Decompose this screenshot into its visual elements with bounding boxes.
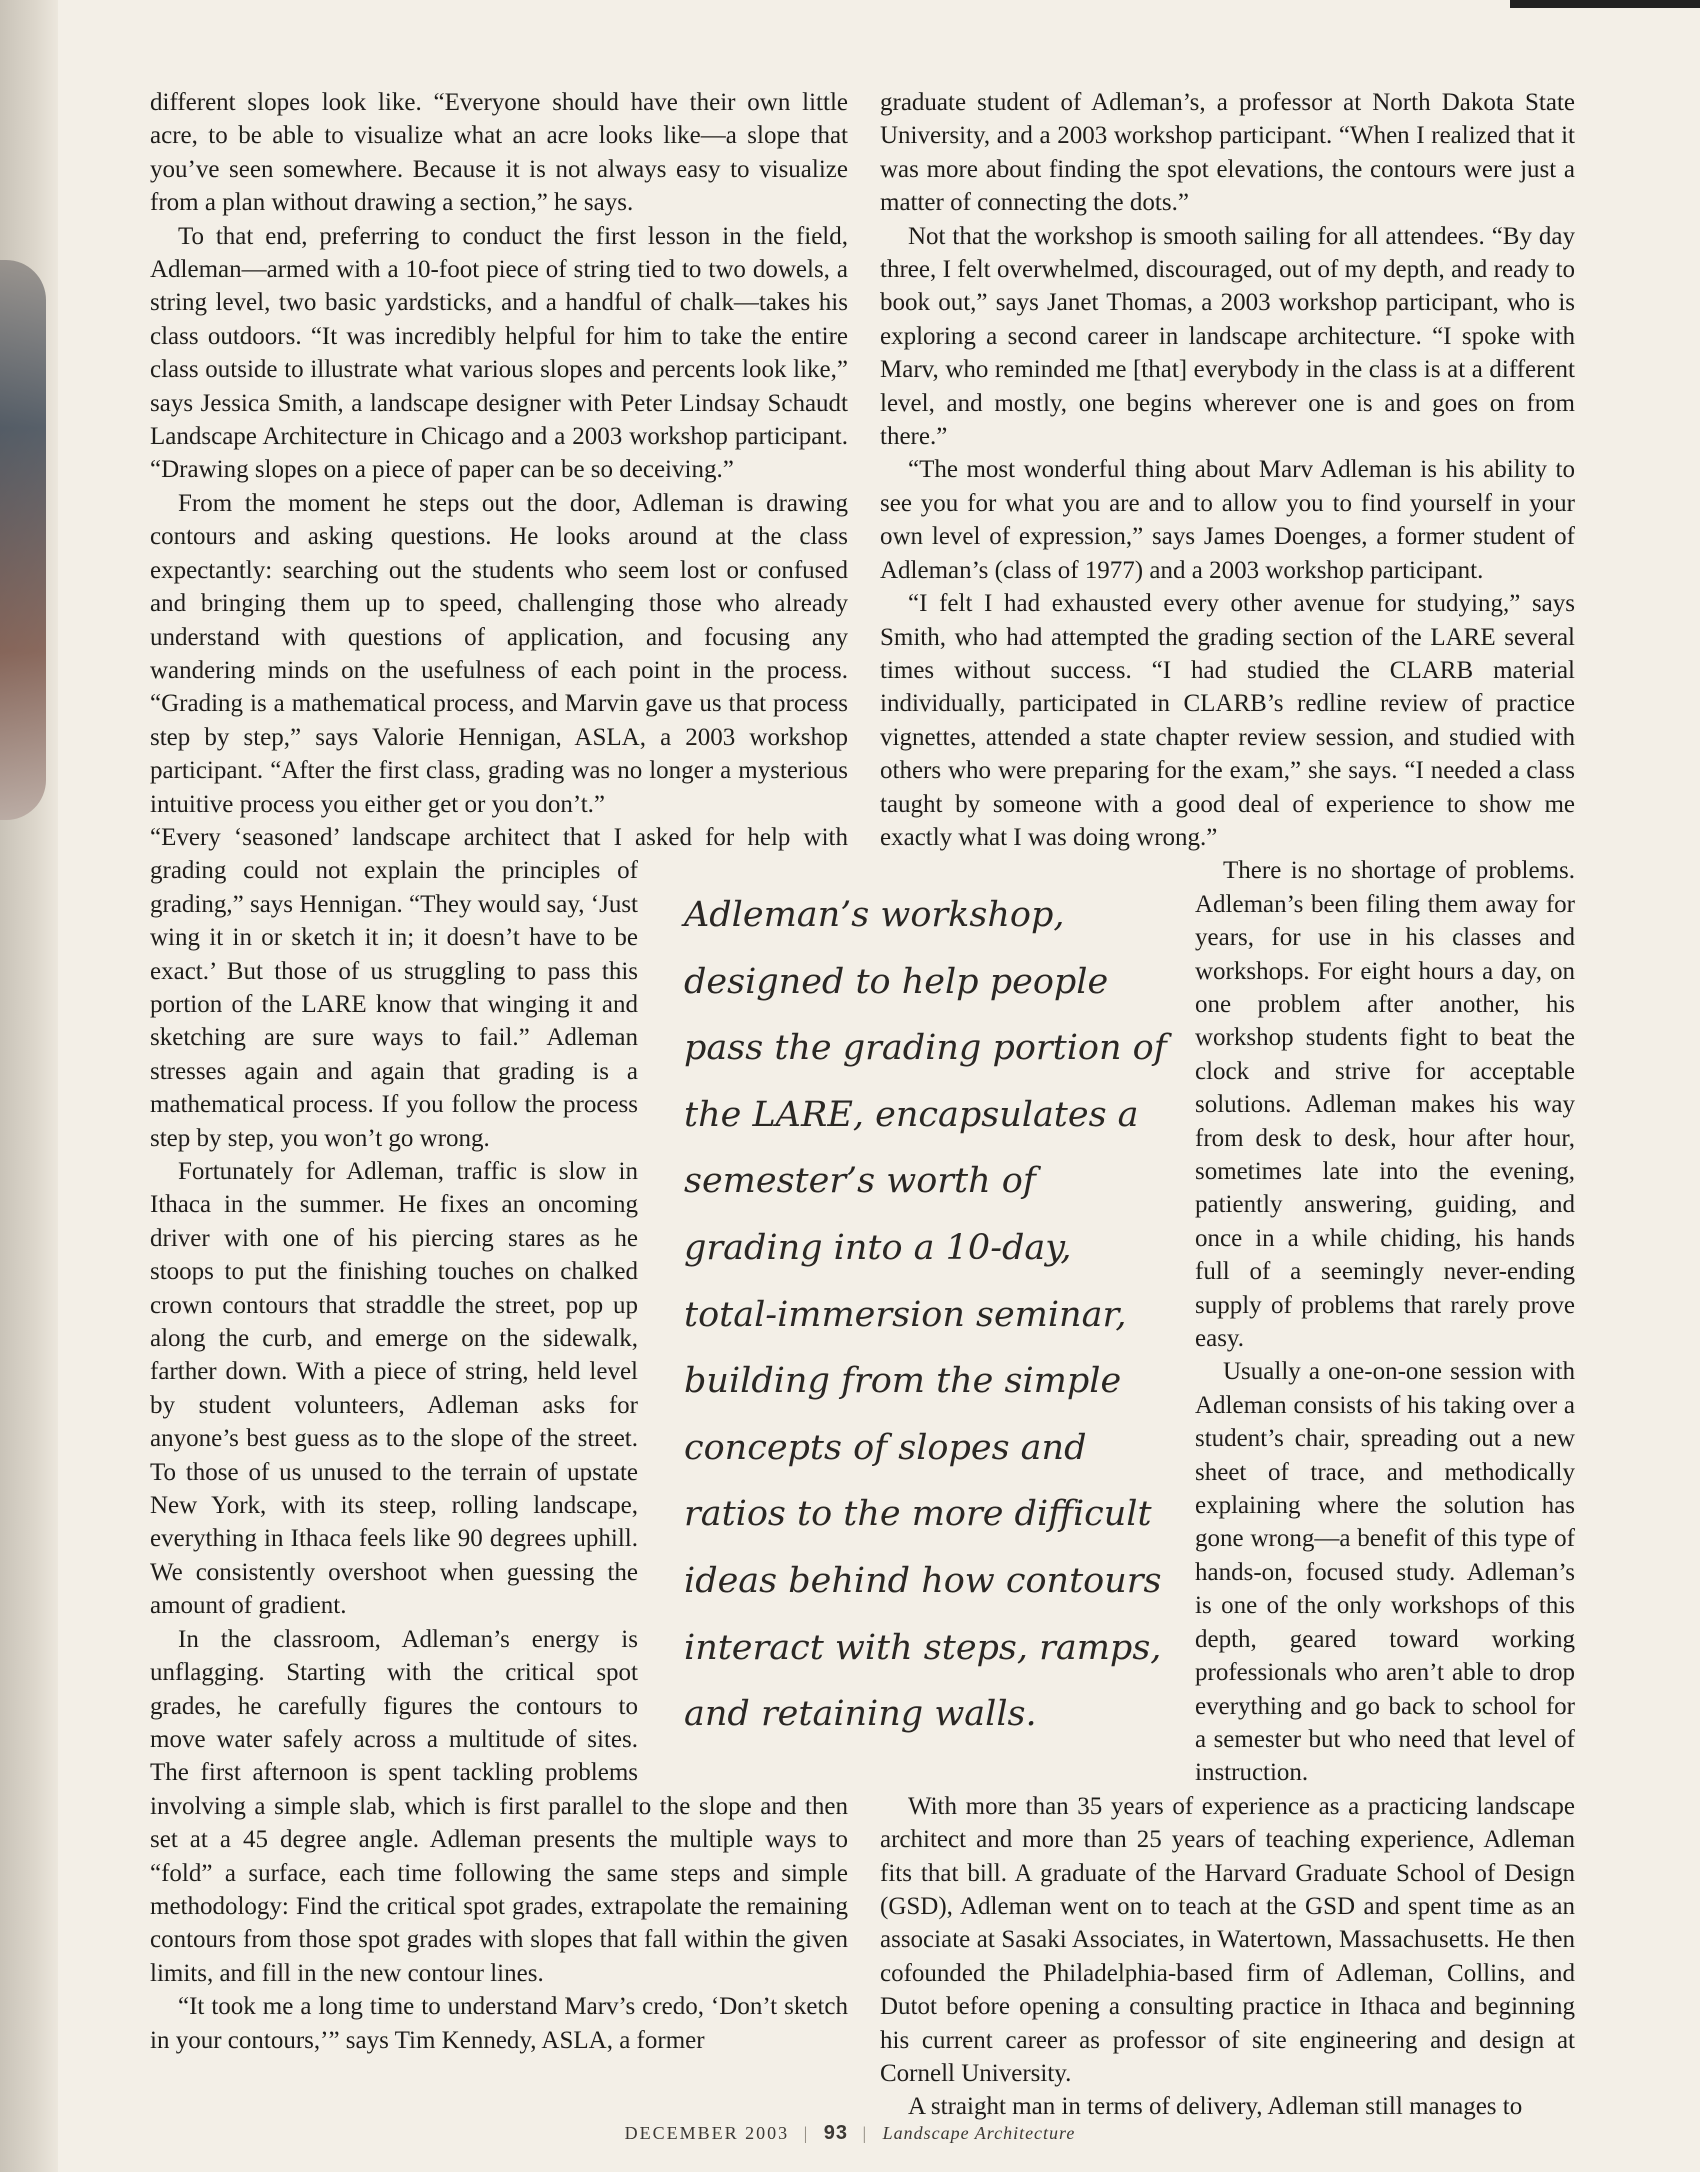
page-footer: [0, 2122, 1700, 2145]
paragraph: Usually a one-on-one session with Adleman consists of his taking over a student’s chair, spreading out a new sheet of trace, and methodically explaining where the solution has gone wrong—a benefit of this type of hands-on, focused study. Adleman’s is one of the only workshops of this depth, geared toward working professionals who aren’t able to drop everything and go back to school for a semester but who need that level of instruction.: [1195, 1358, 1575, 1787]
facing-page-photo-fragment: [0, 260, 46, 820]
paragraph: To that end, preferring to conduct the first lesson in the field, Adleman—armed with a 10-foot piece of string tied to two dowels, a string level, two basic yardsticks, and a handful of chalk—takes his class outdoors. “It was incredibly helpful for him to take the entire class outside to illustrate what various slopes and percents look like,” says Jessica Smith, a landscape designer with Peter Lindsay Schaudt Landscape Architecture in Chicago and a 2003 workshop participant. “Drawing slopes on a piece of paper can be so deceiving.”: [150, 222, 848, 484]
paragraph: Not that the workshop is smooth sailing for all attendees. “By day three, I felt overwhelmed, discouraged, out of my depth, and ready to book out,” says Janet Thomas, a 2003 workshop participant, who is exploring a second career in landscape architecture. “I spoke with Marv, who reminded me [that] everybody in the class is at a different level, and mostly, one begins wherever one is and goes on from there.”: [880, 222, 1575, 451]
paragraph: With more than 35 years of experience as a practicing landscape architect and more than 25 years of teaching experience, Adleman fits that bill. A graduate of the Harvard Graduate School of Design (GSD), Adleman went on to teach at the GSD and spent time as an associate at Sasaki Associates, in Watertown, Massachusetts. He then cofounded the Philadelphia-based firm of Adleman, Collins, and Dutot before opening a consulting practice in Ithaca and beginning his current career as professor of site engineering and design at Cornell University.: [880, 1792, 1575, 2087]
footer-issue-date: DECEMBER 2003: [624, 2123, 790, 2143]
paragraph: graduate student of Adleman’s, a professor at North Dakota State University, and a 2003 workshop participant. “When I realized that it was more about finding the spot elevations, the contours were just a matter of connecting the dots.”: [880, 89, 1575, 217]
pull-quote: Adleman’s workshop, designed to help people pass the grading portion of the LARE, encapsulates a semester’s worth of grading into a 10-day, total-immersion seminar, building from the simple concepts of slopes and ratios to the more difficult ideas behind how contours interact with steps, ramps, and retaining walls.: [684, 895, 1167, 1735]
paragraph: different slopes look like. “Everyone should have their own little acre, to be able to visualize what an acre looks like—a slope that you’ve seen somewhere. Because it is not always easy to visualize from a plan without drawing a section,” he says.: [150, 89, 848, 217]
footer-separator: |: [803, 2123, 810, 2143]
paragraph: “Every ‘seasoned’ landscape architect that I asked for help with grading could not explain the principles of grading,” says Hennigan. “They would say, ‘Just wing it in or sketch it in; it doesn’t have to be exact.’ But those of us struggling to pass this portion of the LARE know that winging it and sketching are sure ways to fail.” Adleman stresses again and again that grading is a mathematical process. If you follow the process step by step, you won’t go wrong.: [150, 823, 848, 1152]
scan-corner-shadow: [1510, 0, 1700, 8]
paragraph: From the moment he steps out the door, Adleman is drawing contours and asking questions. He looks around at the class expectantly: searching out the students who seem lost or confused and bringing them up to speed, challenging those who already understand with questions of application, and focusing any wandering minds on the usefulness of each point in the process. “Grading is a mathematical process, and Marvin gave us that process step by step,” says Valorie Hennigan, ASLA, a 2003 workshop participant. “After the first class, grading was no longer a mysterious intuitive process you either get or you don’t.”: [150, 489, 848, 818]
paragraph: “I felt I had exhausted every other avenue for studying,” says Smith, who had attempted the grading section of the LARE several times without success. “I had studied the CLARB material individually, participated in CLARB’s redline review of practice vignettes, attended a state chapter review session, and studied with others who were preparing for the exam,” she says. “I needed a class taught by someone with a good deal of experience to show me exactly what I was doing wrong.”: [880, 590, 1575, 851]
footer-separator: |: [862, 2123, 869, 2143]
magazine-title: Landscape Architecture: [882, 2123, 1076, 2143]
paragraph: Fortunately for Adleman, traffic is slow in Ithaca in the summer. He fixes an oncoming driver with one of his piercing stares as he stoops to put the finishing touches on chalked crown contours that straddle the street, pop up along the curb, and emerge on the sidewalk, farther down. With a piece of string, held level by student volunteers, Adleman asks for anyone’s best guess as to the slope of the street. To those of us unused to the terrain of upstate New York, with its steep, rolling landscape, everything in Ithaca feels like 90 degrees uphill. We consistently overshoot when guessing the amount of gradient.: [150, 1158, 638, 1620]
paragraph: A straight man in terms of delivery, Adleman still manages to: [908, 2093, 1523, 2121]
paragraph: There is no shortage of problems. Adleman’s been filing them away for years, for use in his classes and workshops. For eight hours a day, on one problem after another, his workshop students fight to beat the clock and strive for acceptable solutions. Adleman makes his way from desk to desk, hour after hour, sometimes late into the evening, patiently answering, guiding, and once in a while chiding, his hands full of a seemingly never-ending supply of problems that rarely prove easy.: [1195, 857, 1575, 1353]
paragraph: “It took me a long time to understand Marv’s credo, ‘Don’t sketch in your contours,’” says Tim Kennedy, ASLA, a former: [150, 1993, 848, 2054]
paragraph: “The most wonderful thing about Marv Adleman is his ability to see you for what you are and to allow you to find yourself in your own level of expression,” says James Doenges, a former student of Adleman’s (class of 1977) and a 2003 workshop participant.: [880, 456, 1575, 584]
page-number: 93: [823, 2122, 848, 2144]
paragraph: In the classroom, Adleman’s energy is unflagging. Starting with the critical spot grades, he carefully figures the contours to move water safely across a multitude of sites. The first afternoon is spent tackling problems involving a simple slab, which is first parallel to the slope and then set at a 45 degree angle. Adleman presents the multiple ways to “fold” a surface, each time following the same steps and simple methodology: Find the critical spot grades, extrapolate the remaining contours from those spot grades with slopes that fall within the given limits, and fill in the new contour lines.: [150, 1625, 848, 1987]
